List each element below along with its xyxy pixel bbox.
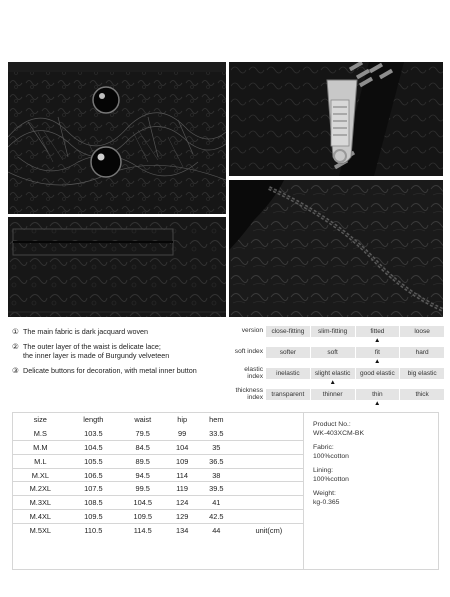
- fit-arrow-slot: [311, 400, 356, 408]
- lining-label: Lining:: [313, 467, 334, 474]
- zipper-photo: [229, 62, 443, 176]
- feature-text: The outer layer of the waist is delicate lace;: [23, 342, 161, 351]
- fit-row-thickness: [232, 389, 444, 408]
- feature-item: [12, 327, 230, 336]
- fit-option: thick: [400, 389, 444, 400]
- table-cell: [235, 510, 303, 524]
- fit-option: slight elastic: [311, 368, 355, 379]
- feature-number: ③: [12, 366, 19, 375]
- pocket-photo: [8, 217, 226, 317]
- table-cell: 109: [175, 456, 189, 466]
- table-cell: M.5XL: [29, 526, 51, 536]
- table-cell: 104.5: [133, 498, 152, 508]
- fit-arrow-slot: [355, 379, 400, 387]
- column-header: size: [33, 415, 47, 425]
- fit-selected-arrow-icon: ▲: [329, 379, 336, 386]
- fabric-label: Fabric:: [313, 444, 334, 451]
- fabric-block: [313, 444, 438, 461]
- fit-row-soft: [232, 347, 444, 366]
- table-cell: M.L: [34, 456, 47, 466]
- table-cell: [235, 482, 303, 496]
- table-cell: 106.5: [84, 470, 103, 480]
- fit-option: hard: [400, 347, 444, 358]
- size-table: [12, 412, 303, 570]
- table-row: [13, 496, 303, 510]
- fit-option: fitted: [356, 326, 400, 337]
- fit-option: slim-fitting: [311, 326, 355, 337]
- table-cell: 105.5: [84, 456, 103, 466]
- table-cell: 109.5: [84, 511, 103, 521]
- column-header: hem: [209, 415, 224, 425]
- table-cell: M.3XL: [29, 498, 51, 508]
- weight-value: kg-0.365: [313, 498, 340, 506]
- table-cell: 84.5: [135, 442, 150, 452]
- feature-number: ②: [12, 342, 19, 351]
- table-cell: 79.5: [135, 428, 150, 438]
- fit-label: soft index: [234, 348, 263, 356]
- fit-option: thin: [356, 389, 400, 400]
- table-cell: unit(cm): [255, 526, 283, 536]
- table-cell: 124: [175, 498, 189, 508]
- table-cell: 134: [175, 526, 189, 536]
- table-cell: [235, 454, 303, 468]
- table-cell: 104: [175, 442, 189, 452]
- piping-edge-photo: [229, 180, 443, 317]
- lace-buttons-photo: [8, 62, 226, 214]
- fit-arrow-slot: [400, 337, 445, 345]
- table-cell: 94.5: [135, 470, 150, 480]
- table-cell: 114.5: [133, 526, 152, 536]
- table-cell: 44: [212, 526, 221, 536]
- table-cell: 103.5: [84, 428, 103, 438]
- fit-row-version: [232, 326, 444, 345]
- table-cell: 114: [176, 470, 189, 480]
- fit-option: fit: [356, 347, 400, 358]
- product-number-label: Product No.:: [313, 421, 351, 428]
- feature-list: [12, 327, 230, 381]
- fit-label: version: [241, 327, 263, 335]
- fit-option: big elastic: [400, 368, 444, 379]
- table-cell: 104.5: [84, 442, 103, 452]
- fit-option: inelastic: [266, 368, 310, 379]
- table-cell: [235, 427, 303, 441]
- product-number-value: WK-403XCM-BK: [313, 429, 364, 437]
- table-row: [13, 454, 303, 468]
- fit-arrow-slot: [400, 400, 445, 408]
- feature-text: The main fabric is dark jacquard woven: [23, 327, 149, 336]
- table-cell: 33.5: [209, 428, 224, 438]
- column-header: length: [83, 415, 104, 425]
- table-cell: M.2XL: [29, 484, 51, 494]
- fit-label: elastic index: [244, 366, 263, 380]
- feature-item: [12, 366, 230, 375]
- fit-arrow-slot: [266, 358, 311, 366]
- weight-block: [313, 490, 438, 507]
- table-cell: 99.5: [135, 484, 150, 494]
- fit-arrow-slot: [266, 400, 311, 408]
- table-cell: 119: [176, 484, 189, 494]
- product-number-block: [313, 421, 438, 438]
- table-cell: M.M: [33, 442, 48, 452]
- table-cell: 42.5: [209, 511, 224, 521]
- table-cell: 99: [178, 428, 187, 438]
- fit-arrow-slot: [266, 379, 311, 387]
- table-cell: M.XL: [31, 470, 49, 480]
- table-row: [13, 523, 303, 537]
- fit-option: thinner: [311, 389, 355, 400]
- table-cell: M.4XL: [29, 511, 51, 521]
- fabric-value: 100%cotton: [313, 452, 349, 460]
- table-cell: M.S: [33, 428, 47, 438]
- fit-chart: [232, 326, 444, 410]
- table-cell: [235, 496, 303, 510]
- table-row: [13, 441, 303, 455]
- table-cell: 35: [212, 442, 221, 452]
- fit-option: softer: [266, 347, 310, 358]
- table-cell: 129: [175, 511, 189, 521]
- table-cell: 107.5: [84, 484, 103, 494]
- table-row: [13, 427, 303, 441]
- table-row: [13, 510, 303, 524]
- fit-selected-arrow-icon: ▲: [374, 358, 381, 365]
- table-cell: 38: [212, 470, 221, 480]
- table-cell: [235, 468, 303, 482]
- table-row: [13, 468, 303, 482]
- fit-option: good elastic: [356, 368, 400, 379]
- fit-option: close-fitting: [266, 326, 310, 337]
- column-header: waist: [134, 415, 152, 425]
- fit-arrow-slot: [400, 358, 445, 366]
- fit-selected-arrow-icon: ▲: [374, 337, 381, 344]
- lining-value: 100%cotton: [313, 475, 349, 483]
- product-info-panel: [303, 412, 439, 570]
- table-cell: [235, 441, 303, 455]
- table-cell: 89.5: [135, 456, 150, 466]
- fit-label: thickness index: [235, 387, 263, 401]
- fit-arrow-slot: [400, 379, 445, 387]
- table-header-row: [13, 413, 303, 427]
- table-cell: 109.5: [133, 511, 152, 521]
- table-cell: 39.5: [209, 484, 224, 494]
- weight-label: Weight:: [313, 490, 336, 497]
- table-cell: 36.5: [209, 456, 224, 466]
- fit-selected-arrow-icon: ▲: [374, 400, 381, 407]
- table-row: [13, 482, 303, 496]
- feature-text: Delicate buttons for decoration, with metal inner button: [23, 366, 197, 375]
- fit-arrow-slot: [311, 358, 356, 366]
- table-cell: 110.5: [84, 526, 103, 536]
- feature-text: the inner layer is made of Burgundy velveteen: [23, 351, 170, 360]
- fit-option: loose: [400, 326, 444, 337]
- column-header: [235, 413, 303, 427]
- fit-row-elastic: [232, 368, 444, 387]
- fit-option: transparent: [266, 389, 310, 400]
- table-cell: 108.5: [84, 498, 103, 508]
- fit-arrow-slot: [266, 337, 311, 345]
- lining-block: [313, 467, 438, 484]
- feature-item: [12, 342, 230, 360]
- fit-option: soft: [311, 347, 355, 358]
- table-cell: 41: [212, 498, 221, 508]
- feature-number: ①: [12, 327, 19, 336]
- column-header: hip: [177, 415, 188, 425]
- fit-arrow-slot: [311, 337, 356, 345]
